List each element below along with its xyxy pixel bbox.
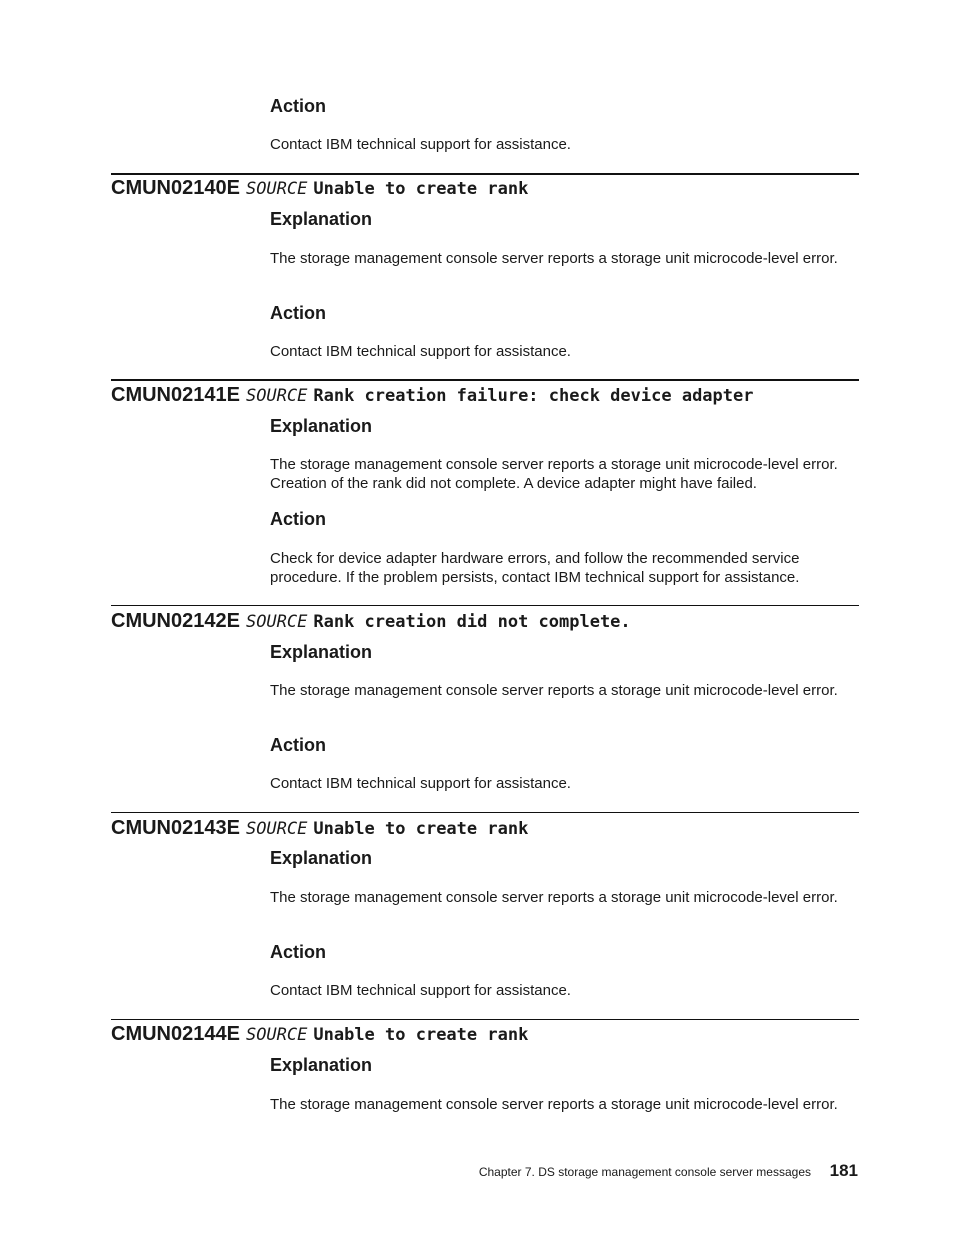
explanation-heading: Explanation <box>270 642 373 662</box>
message-source: SOURCE <box>245 386 308 406</box>
explanation-heading: Explanation <box>270 848 373 868</box>
action-heading: Action <box>270 509 326 529</box>
message-id: CMUN02144E <box>111 1023 240 1045</box>
message-divider <box>111 173 859 175</box>
message-heading <box>111 816 528 842</box>
message-source: SOURCE <box>245 612 308 632</box>
footer-chapter: Chapter 7. DS storage management console server messages <box>478 1165 811 1179</box>
explanation-text: The storage management console server reports a storage unit microcode-level error. <box>270 889 838 906</box>
message-divider <box>111 605 859 606</box>
message-id: CMUN02142E <box>111 610 240 632</box>
message-text: Rank creation did not complete. <box>313 612 631 632</box>
message-source: SOURCE <box>245 819 308 839</box>
action-heading: Action <box>270 735 326 755</box>
message-text: Unable to create rank <box>313 819 529 839</box>
explanation-text: The storage management console server reports a storage unit microcode-level error. <box>270 1096 838 1113</box>
message-id: CMUN02143E <box>111 817 240 839</box>
message-id: CMUN02141E <box>111 384 240 406</box>
message-text: Unable to create rank <box>313 1025 529 1045</box>
message-heading <box>111 609 631 635</box>
page-number: 181 <box>829 1161 858 1180</box>
message-source: SOURCE <box>245 179 308 199</box>
explanation-heading: Explanation <box>270 1055 373 1075</box>
action-text: Contact IBM technical support for assistance. <box>270 343 571 360</box>
message-text: Unable to create rank <box>313 179 529 199</box>
message-heading <box>111 383 753 409</box>
action-text: Contact IBM technical support for assistance. <box>270 775 571 792</box>
intro-action-text: Contact IBM technical support for assistance. <box>270 136 571 153</box>
action-text: Contact IBM technical support for assistance. <box>270 982 571 999</box>
action-text: Check for device adapter hardware errors, and follow the recommended service procedure. If the problem persists, contact IBM technical support for assistance. <box>270 550 800 586</box>
message-divider <box>111 379 859 381</box>
explanation-text: The storage management console server reports a storage unit microcode-level error. Creation of the rank did not complete. A device adapter might have failed. <box>270 456 838 492</box>
message-id: CMUN02140E <box>111 177 240 199</box>
message-heading <box>111 1022 528 1048</box>
explanation-text: The storage management console server reports a storage unit microcode-level error. <box>270 250 838 267</box>
explanation-heading: Explanation <box>270 209 373 229</box>
action-heading: Action <box>270 303 326 323</box>
explanation-heading: Explanation <box>270 416 373 436</box>
message-source: SOURCE <box>245 1025 308 1045</box>
message-text: Rank creation failure: check device adapter <box>313 386 754 406</box>
action-heading: Action <box>270 942 326 962</box>
intro-action-heading: Action <box>270 96 326 116</box>
message-divider <box>111 1019 859 1020</box>
message-heading <box>111 176 528 202</box>
explanation-text: The storage management console server reports a storage unit microcode-level error. <box>270 682 838 699</box>
message-divider <box>111 812 859 813</box>
